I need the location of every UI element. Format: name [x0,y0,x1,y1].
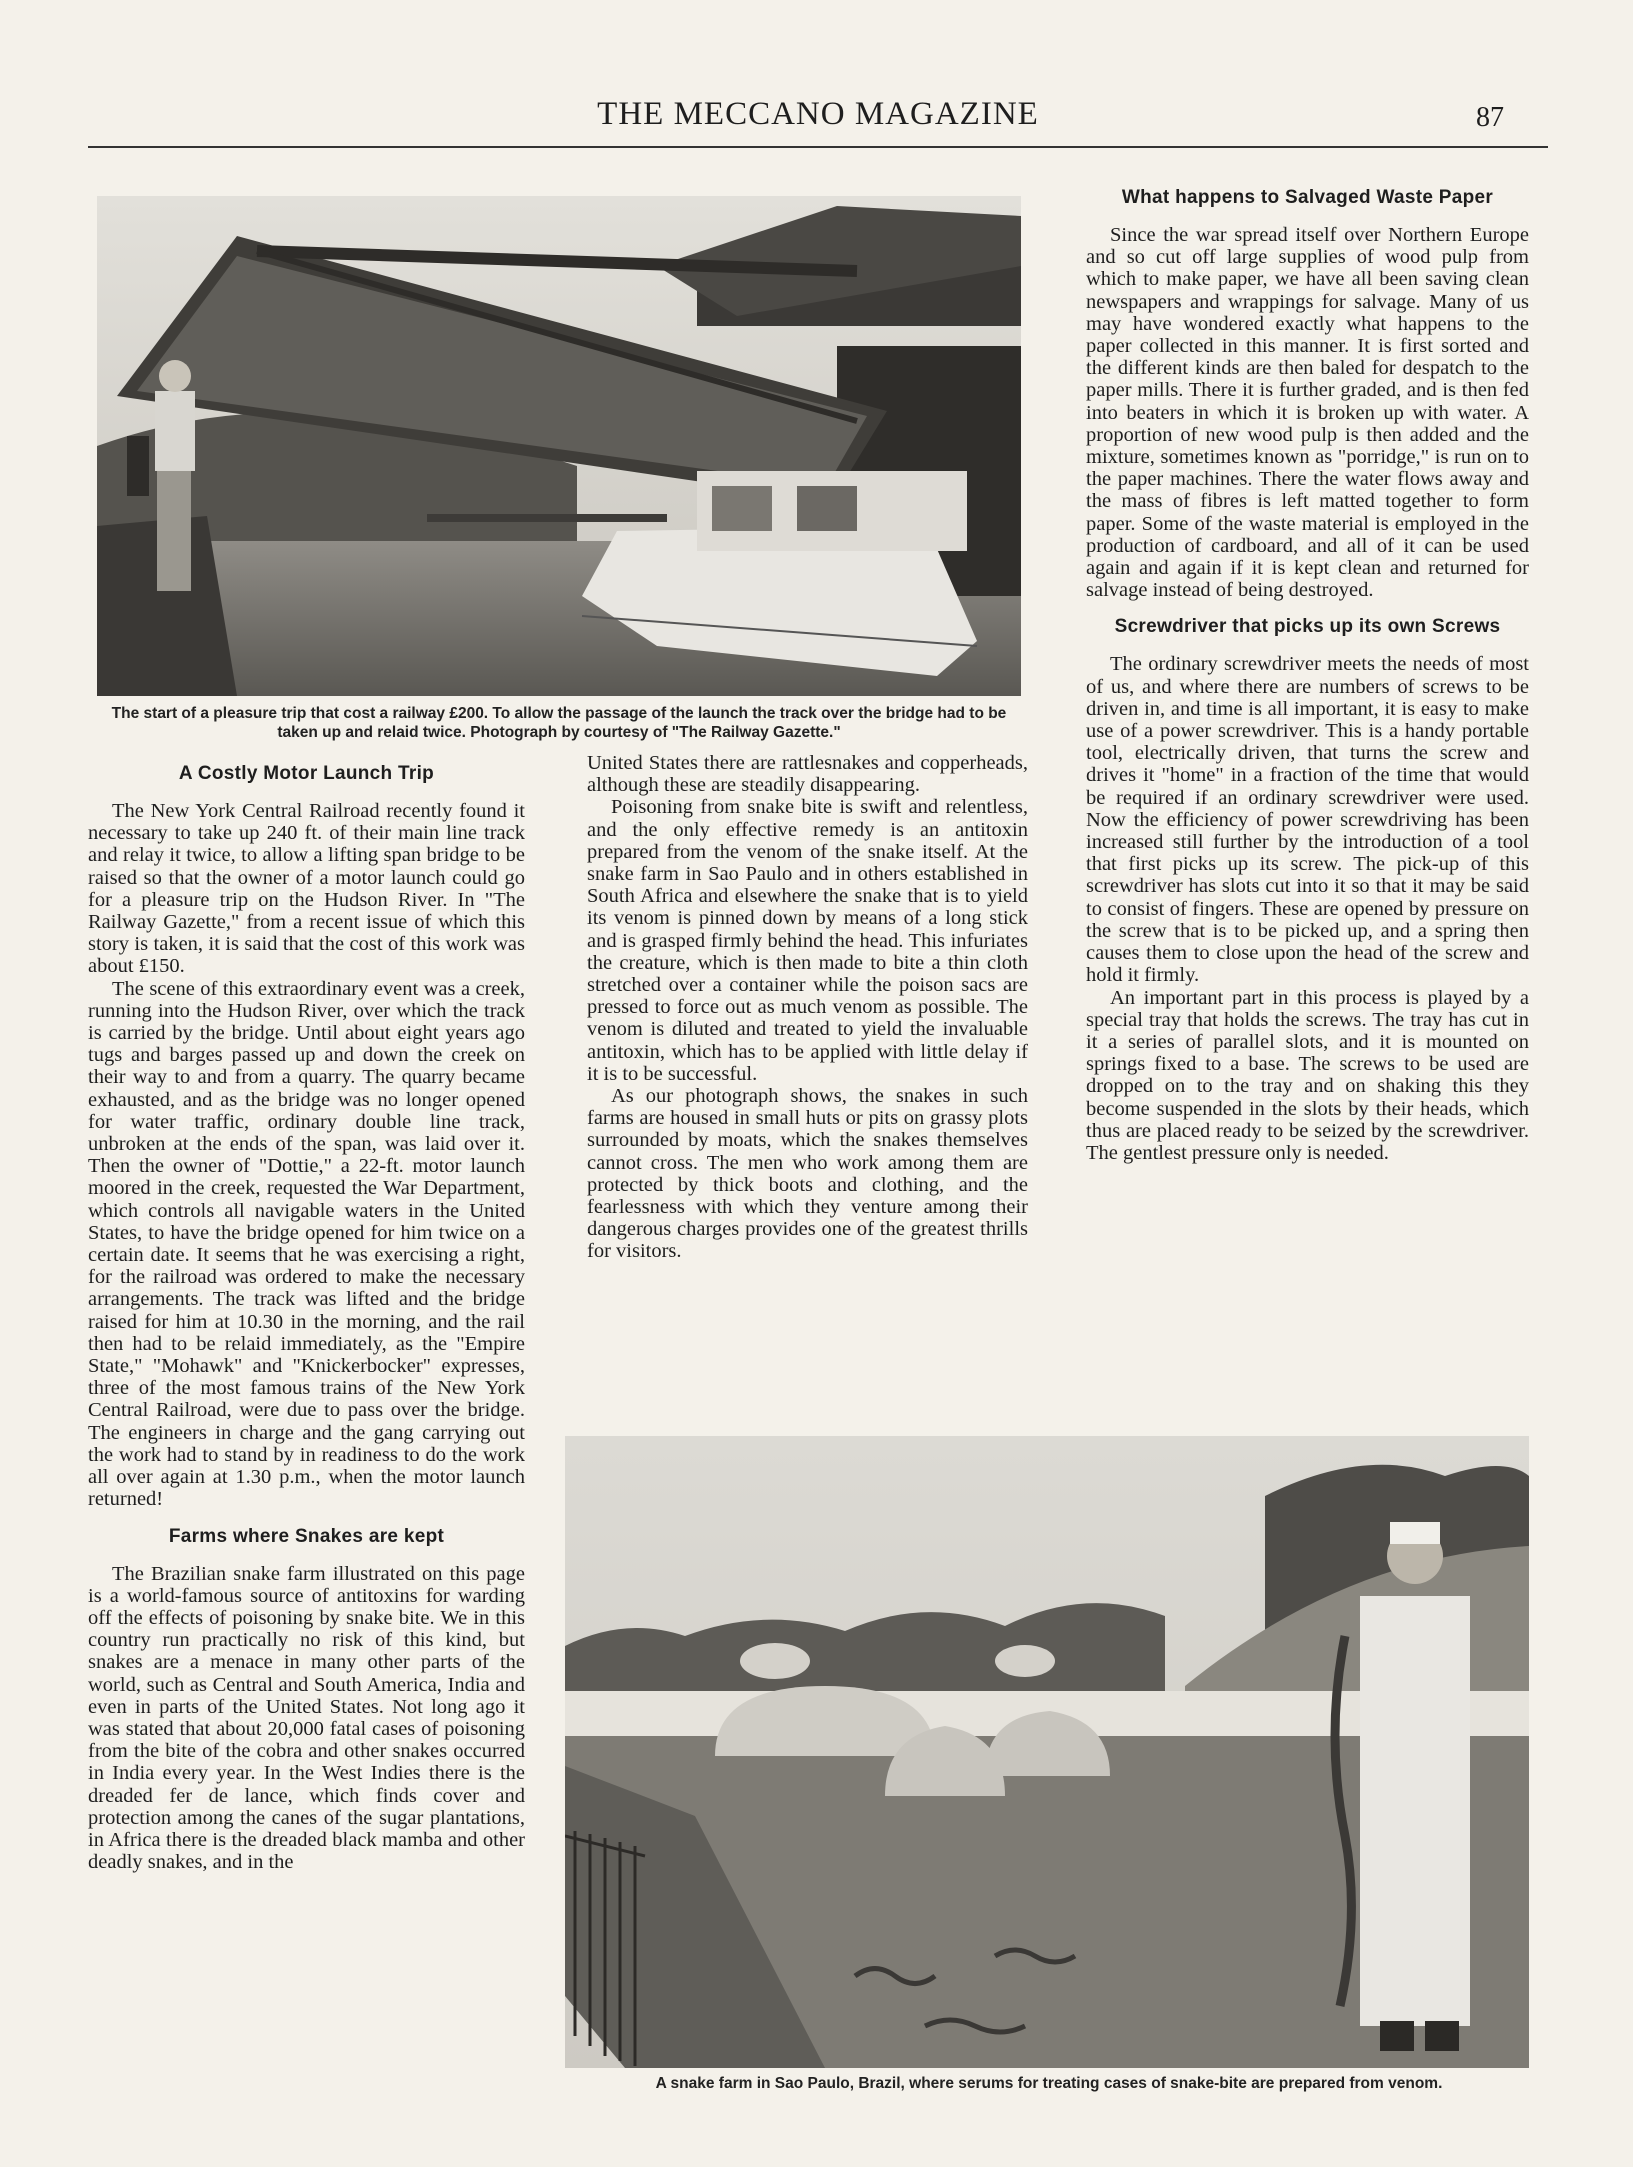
snake-farm-photo [565,1436,1529,2068]
heading-snake-farms: Farms where Snakes are kept [168,1525,445,1547]
column-1 [88,760,525,1873]
paragraph: Poisoning from snake bite is swift and relentless, and the only effective remedy is an antitoxin prepared from the venom of the snake itself. At the snake farm in Sao Paulo and in others established in South Africa and elsewhere the snake that is to yield its venom is pinned down by means of a long stick and is grasped firmly behind the head. This infuriates the creature, which is then made to bite a thin cloth stretched over a container while the poison sacs are pressed to force out as much venom as possible. The venom is diluted and treated to yield the invaluable antitoxin, which has to be applied with little delay if it is to be successful. [587,796,1028,1085]
heading-screwdriver: Screwdriver that picks up its own Screws [1114,616,1501,638]
paragraph: Since the war spread itself over Northern Europe and so cut off large supplies of wood pulp from which to make paper, we have all been saving clean newspapers and wrappings for salvage. Many of us may have wondered exactly what happens to the paper collected in this manner. It is first sorted and the different kinds are then baled for despatch to the paper mills. There it is further graded, and is then fed into beaters in which it is broken up with water. A proportion of new wood pulp is then added and the mixture, sometimes known as "porridge," is run on to the paper machines. There the water flows away and the mass of fibres is left matted together to form paper. Some of the waste material is employed in the production of cardboard, and all of it can be used again and again if it is kept clean and returned for salvage instead of being destroyed. [1086,224,1529,602]
snake-farm-photo-caption: A snake farm in Sao Paulo, Brazil, where serums for treating cases of snake-bite are prepared from venom. [655,2075,1443,2092]
paragraph: The New York Central Railroad recently found it necessary to take up 240 ft. of their main line track and relay it twice, to allow a lifting span bridge to be raised so that the owner of a motor launch could go for a pleasure trip on the Hudson River. In "The Railway Gazette," from a recent issue of which this story is taken, it is said that the cost of this work was about £150. [88,800,525,978]
page-header [88,96,1548,148]
column-3 [1086,184,1529,1164]
paragraph: The scene of this extraordinary event was a creek, running into the Hudson River, over which the track is carried by the bridge. Until about eight years ago tugs and barges passed up and down the creek on their way to and from a quarry. The quarry became exhausted, and as the bridge was no longer opened for water traffic, ordinary double line track, unbroken at the ends of the span, was laid over it. Then the owner of "Dottie," a 22-ft. motor launch moored in the creek, requested the War Department, which controls all navigable waters in the United States, to have the bridge opened for him twice on a certain date. It seems that he was exercising a right, for the railroad was ordered to make the necessary arrangements. The track was lifted and the bridge raised for him at 10.30 in the morning, and the rail then had to be relaid immediately, as the "Empire State," "Mohawk" and "Knickerbocker" expresses, three of the most famous trains of the New York Central Railroad, were due to pass over the bridge. The engineers in charge and the gang carrying out the work had to stand by in readiness to do the work all over again at 1.30 p.m., when the motor launch returned! [88,977,525,1511]
paragraph: The ordinary screwdriver meets the needs of most of us, and where there are numbers of screws to be driven in, and time is all important, it is easy to make use of a power screwdriver. This is a handy portable tool, electrically driven, that turns the screw and drives it "home" in a fraction of the time that would be required if an ordinary screwdriver were used. Now the efficiency of power screwdriving has been increased still further by the introduction of a tool that first picks up its screw. The pick-up of this screwdriver has slots cut into it so that it may be said to consist of fingers. These are opened by pressure on the screw that is to be picked up, and a spring then causes them to close upon the head of the screw and hold it firmly. [1086,653,1529,987]
column-2 [587,752,1028,1263]
page-number: 87 [1476,102,1504,133]
magazine-title: THE MECCANO MAGAZINE [597,96,1039,132]
paragraph: As our photograph shows, the snakes in such farms are housed in small huts or pits on grassy plots surrounded by moats, which the snakes themselves cannot cross. The men who work among them are protected by thick boots and clothing, and the fearlessness with which they venture among their dangerous charges provides one of the greatest thrills for visitors. [587,1085,1028,1263]
heading-waste-paper: What happens to Salvaged Waste Paper [1121,187,1494,208]
paragraph: The Brazilian snake farm illustrated on this page is a world-famous source of antitoxins for warding off the effects of poisoning by snake bite. We in this country run practically no risk of this kind, but snakes are a menace in many other parts of the world, such as Central and South America, India and even in parts of the United States. Not long ago it was stated that about 20,000 fatal cases of poisoning from the bite of the cobra and other snakes occurred in India every year. In the West Indies there is the dreaded fer de lance, which finds cover and protection among the canes of the sugar plantations, in Africa there is the dreaded black mamba and other deadly snakes, and in the [88,1562,525,1874]
bridge-photo-caption: The start of a pleasure trip that cost a railway £200. To allow the passage of the launch the track over the bridge had to be taken up and relaid twice. Photograph by courtesy of "The Railway Gazette." [111,705,1007,741]
paragraph: An important part in this process is played by a special tray that holds the screws. The tray has cut in it a series of parallel slots, and it is mounted on springs fixed to a base. The screws to be used are dropped on to the tray and on shaking this they become suspended in the slots by their heads, which thus are placed ready to be seized by the screwdriver. The gentlest pressure only is needed. [1086,986,1529,1164]
heading-costly-launch: A Costly Motor Launch Trip [178,763,435,784]
paragraph: United States there are rattlesnakes and copperheads, although these are steadily disappearing. [587,752,1028,797]
bridge-photo [97,196,1021,696]
